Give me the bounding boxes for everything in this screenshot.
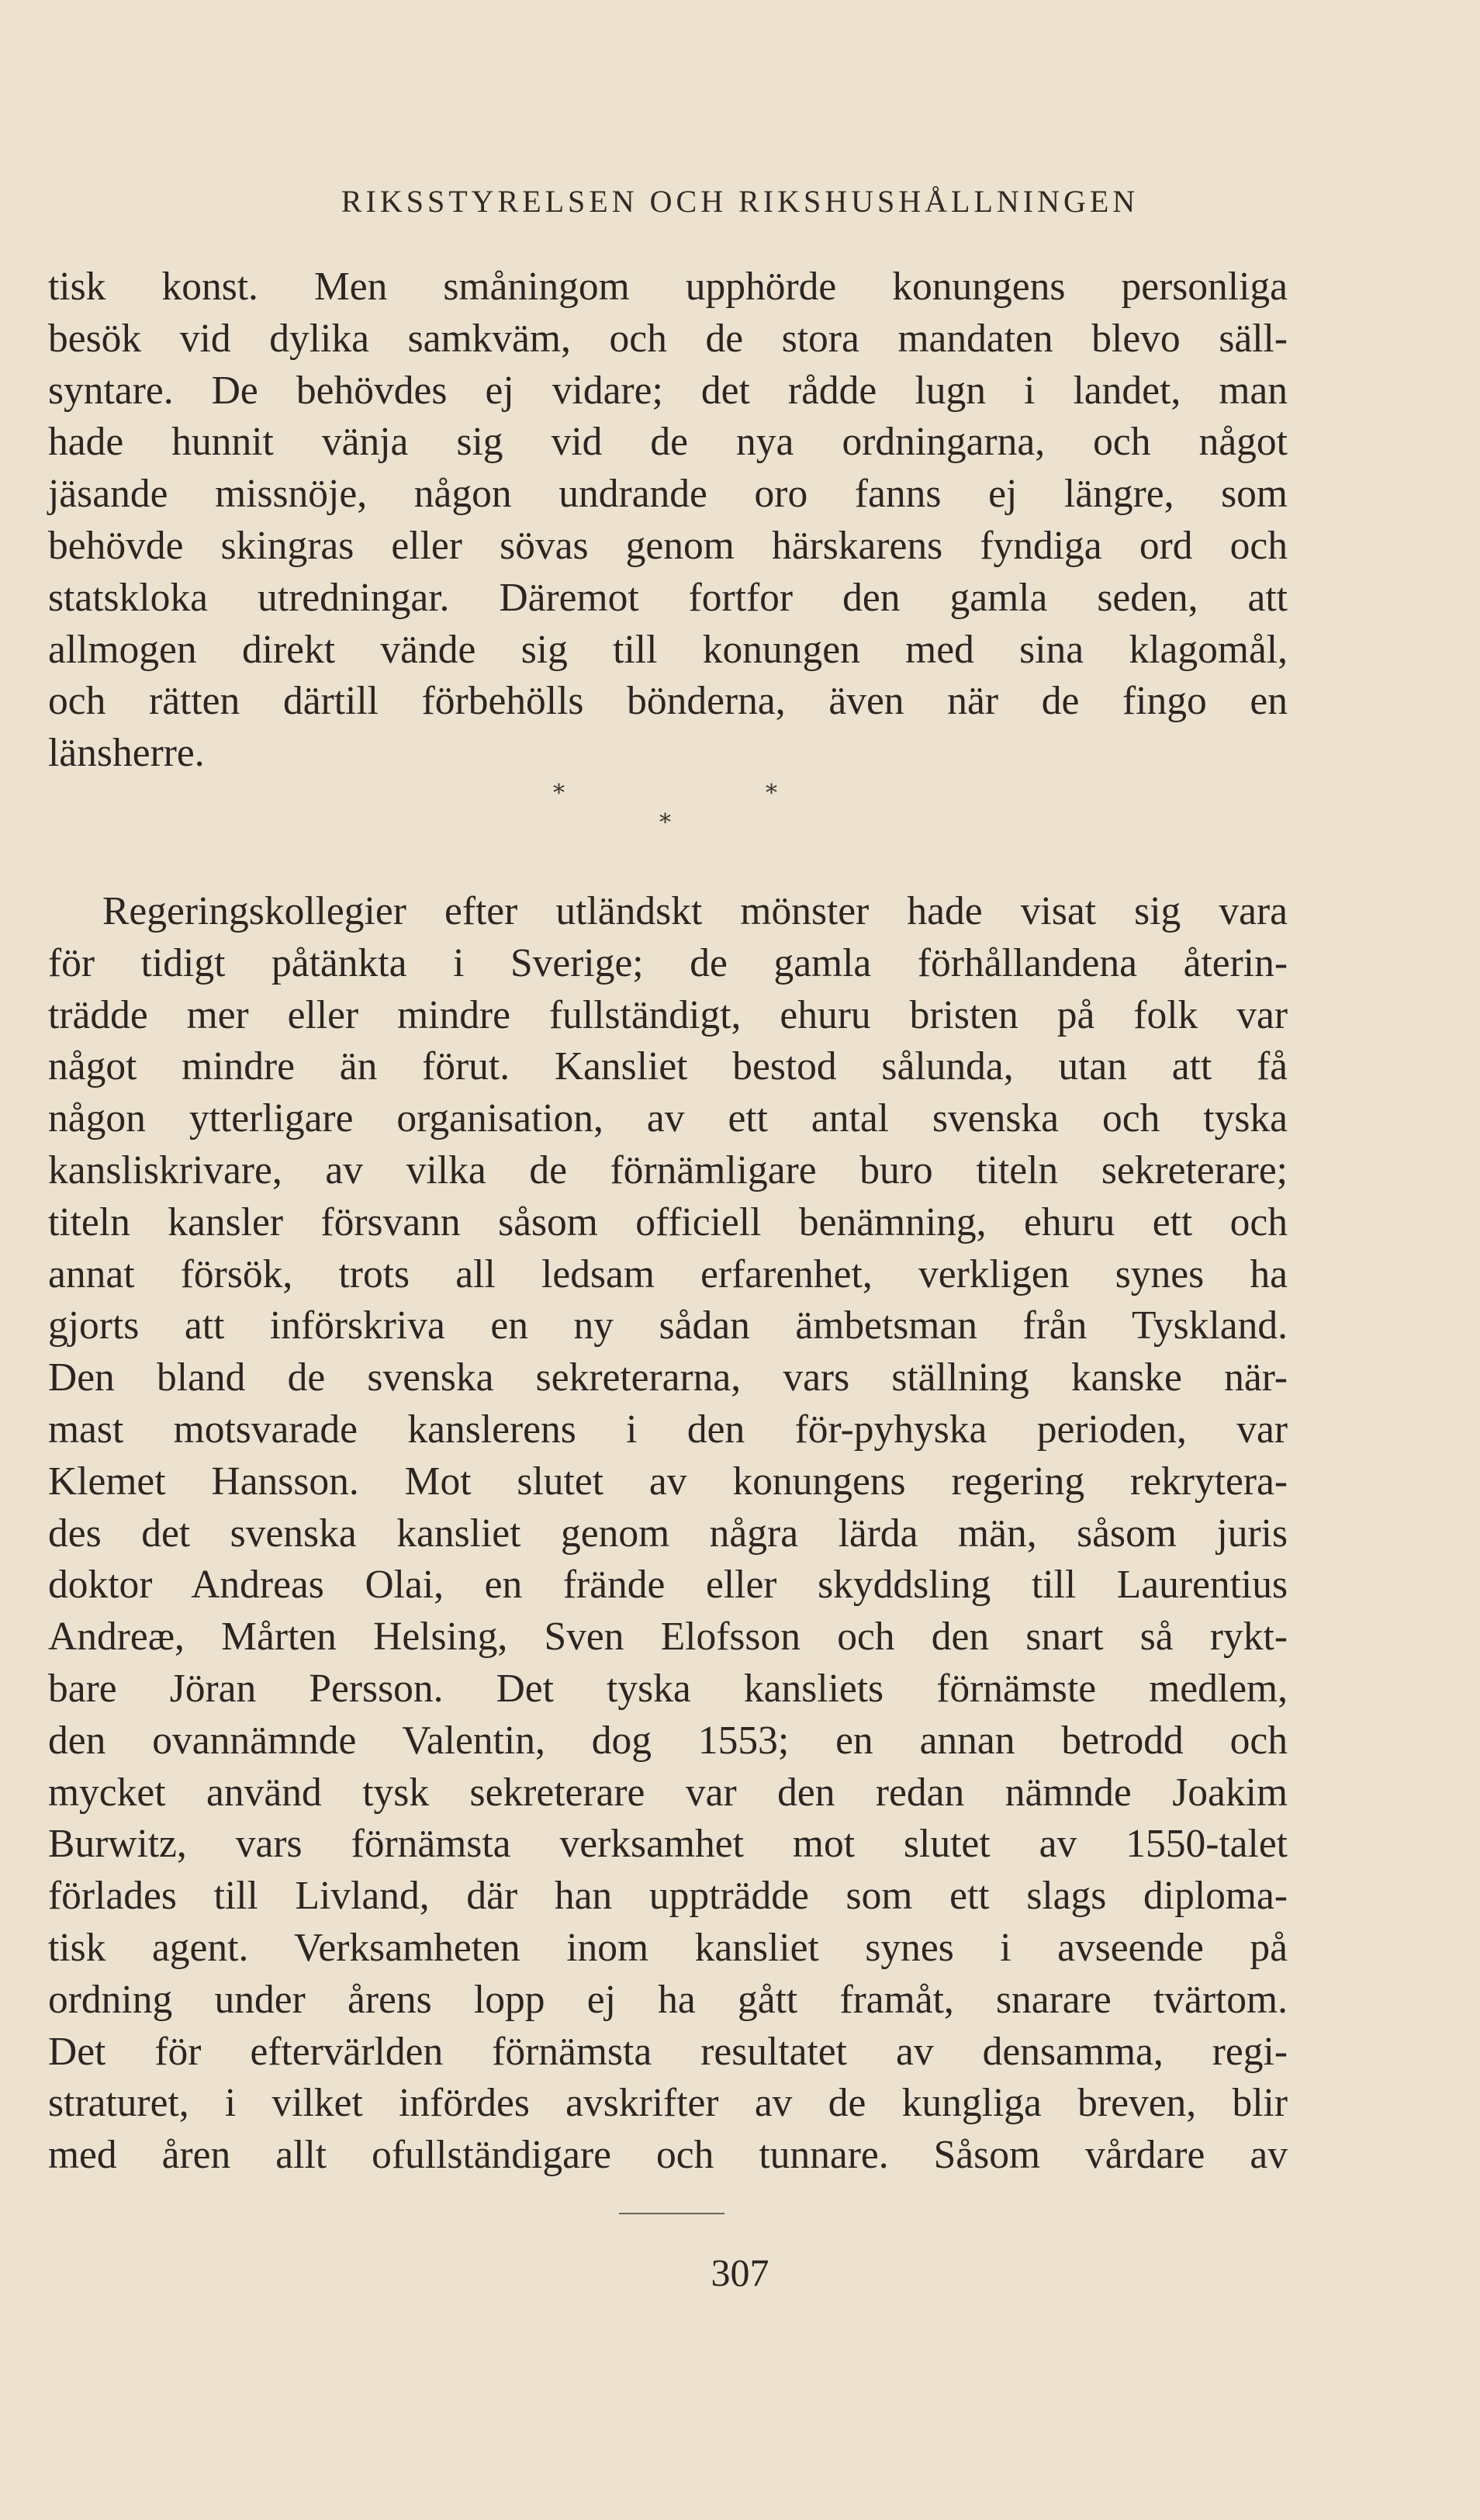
text-line: straturet, i vilket infördes avskrifter av de kungliga breven, blir: [48, 2081, 1288, 2126]
text-line: Andreæ, Mårten Helsing, Sven Elofsson och den snart så rykt-: [48, 1615, 1288, 1660]
text-line: tisk agent. Verksamheten inom kansliet synes i avseende på: [48, 1925, 1288, 1970]
asterisk-center: *: [659, 809, 671, 836]
text-line: ordning under årens lopp ej ha gått framåt, snarare tvärtom.: [48, 1977, 1288, 2022]
text-line: mast motsvarade kanslerens i den för-pyhyska perioden, var: [48, 1407, 1288, 1452]
footer-rule: [619, 2213, 724, 2214]
text-line: och rätten därtill förbehölls bönderna, även när de fingo en: [48, 679, 1288, 724]
paragraph-2: [48, 886, 1288, 2182]
text-line: des det svenska kansliet genom några lärda män, såsom juris: [48, 1511, 1288, 1556]
asterisk-right: *: [766, 780, 777, 807]
text-line: behövde skingras eller sövas genom härskarens fyndiga ord och: [48, 523, 1288, 568]
text-line: statskloka utredningar. Däremot fortfor den gamla seden, att: [48, 575, 1288, 620]
page-number: 307: [711, 2251, 769, 2294]
running-header: RIKSSTYRELSEN OCH RIKSHUSHÅLLNINGEN: [341, 184, 1139, 219]
text-line: gjorts att införskriva en ny sådan ämbetsman från Tyskland.: [48, 1303, 1288, 1348]
text-line: annat försök, trots all ledsam erfarenhet, verkligen synes ha: [48, 1251, 1288, 1296]
text-line: mycket använd tysk sekreterare var den redan nämnde Joakim: [48, 1770, 1288, 1815]
text-line: syntare. De behövdes ej vidare; det rådde lugn i landet, man: [48, 368, 1288, 413]
text-line: doktor Andreas Olai, en frände eller skyddsling till Laurentius: [48, 1563, 1288, 1608]
text-line: trädde mer eller mindre fullständigt, ehuru bristen på folk var: [48, 992, 1288, 1037]
text-line: länsherre.: [48, 731, 205, 776]
text-line: Burwitz, vars förnämsta verksamhet mot slutet av 1550-talet: [48, 1822, 1288, 1867]
asterisk-left: *: [553, 780, 565, 807]
paragraph-1: [48, 261, 1288, 780]
text-line: något mindre än förut. Kansliet bestod sålunda, utan att få: [48, 1044, 1288, 1089]
text-line: besök vid dylika samkväm, och de stora mandaten blevo säll-: [48, 316, 1288, 361]
text-line: titeln kansler försvann såsom officiell benämning, ehuru ett och: [48, 1199, 1288, 1244]
text-line: någon ytterligare organisation, av ett antal svenska och tyska: [48, 1096, 1288, 1141]
text-line: Regeringskollegier efter utländskt mönster hade visat sig vara: [102, 889, 1288, 933]
text-line: den ovannämnde Valentin, dog 1553; en annan betrodd och: [48, 1718, 1288, 1763]
text-line: Den bland de svenska sekreterarna, vars ställning kanske när-: [48, 1355, 1288, 1400]
text-line: för tidigt påtänkta i Sverige; de gamla förhållandena återin-: [48, 940, 1288, 985]
text-line: kansliskrivare, av vilka de förnämligare buro titeln sekreterare;: [48, 1148, 1288, 1192]
text-line: bare Jöran Persson. Det tyska kansliets förnämste medlem,: [48, 1666, 1288, 1711]
text-line: Det för eftervärlden förnämsta resultatet av densamma, regi-: [48, 2029, 1288, 2074]
text-line: förlades till Livland, där han uppträdde som ett slags diploma-: [48, 1874, 1288, 1919]
text-line: jäsande missnöje, någon undrande oro fanns ej längre, som: [48, 472, 1288, 517]
text-line: hade hunnit vänja sig vid de nya ordningarna, och något: [48, 420, 1288, 465]
text-line: tisk konst. Men småningom upphörde konungens personliga: [48, 265, 1288, 309]
text-line: Klemet Hansson. Mot slutet av konungens regering rekrytera-: [48, 1459, 1288, 1504]
text-line: med åren allt ofullständigare och tunnare. Såsom vårdare av: [48, 2133, 1288, 2178]
text-line: allmogen direkt vände sig till konungen med sina klagomål,: [48, 627, 1288, 672]
